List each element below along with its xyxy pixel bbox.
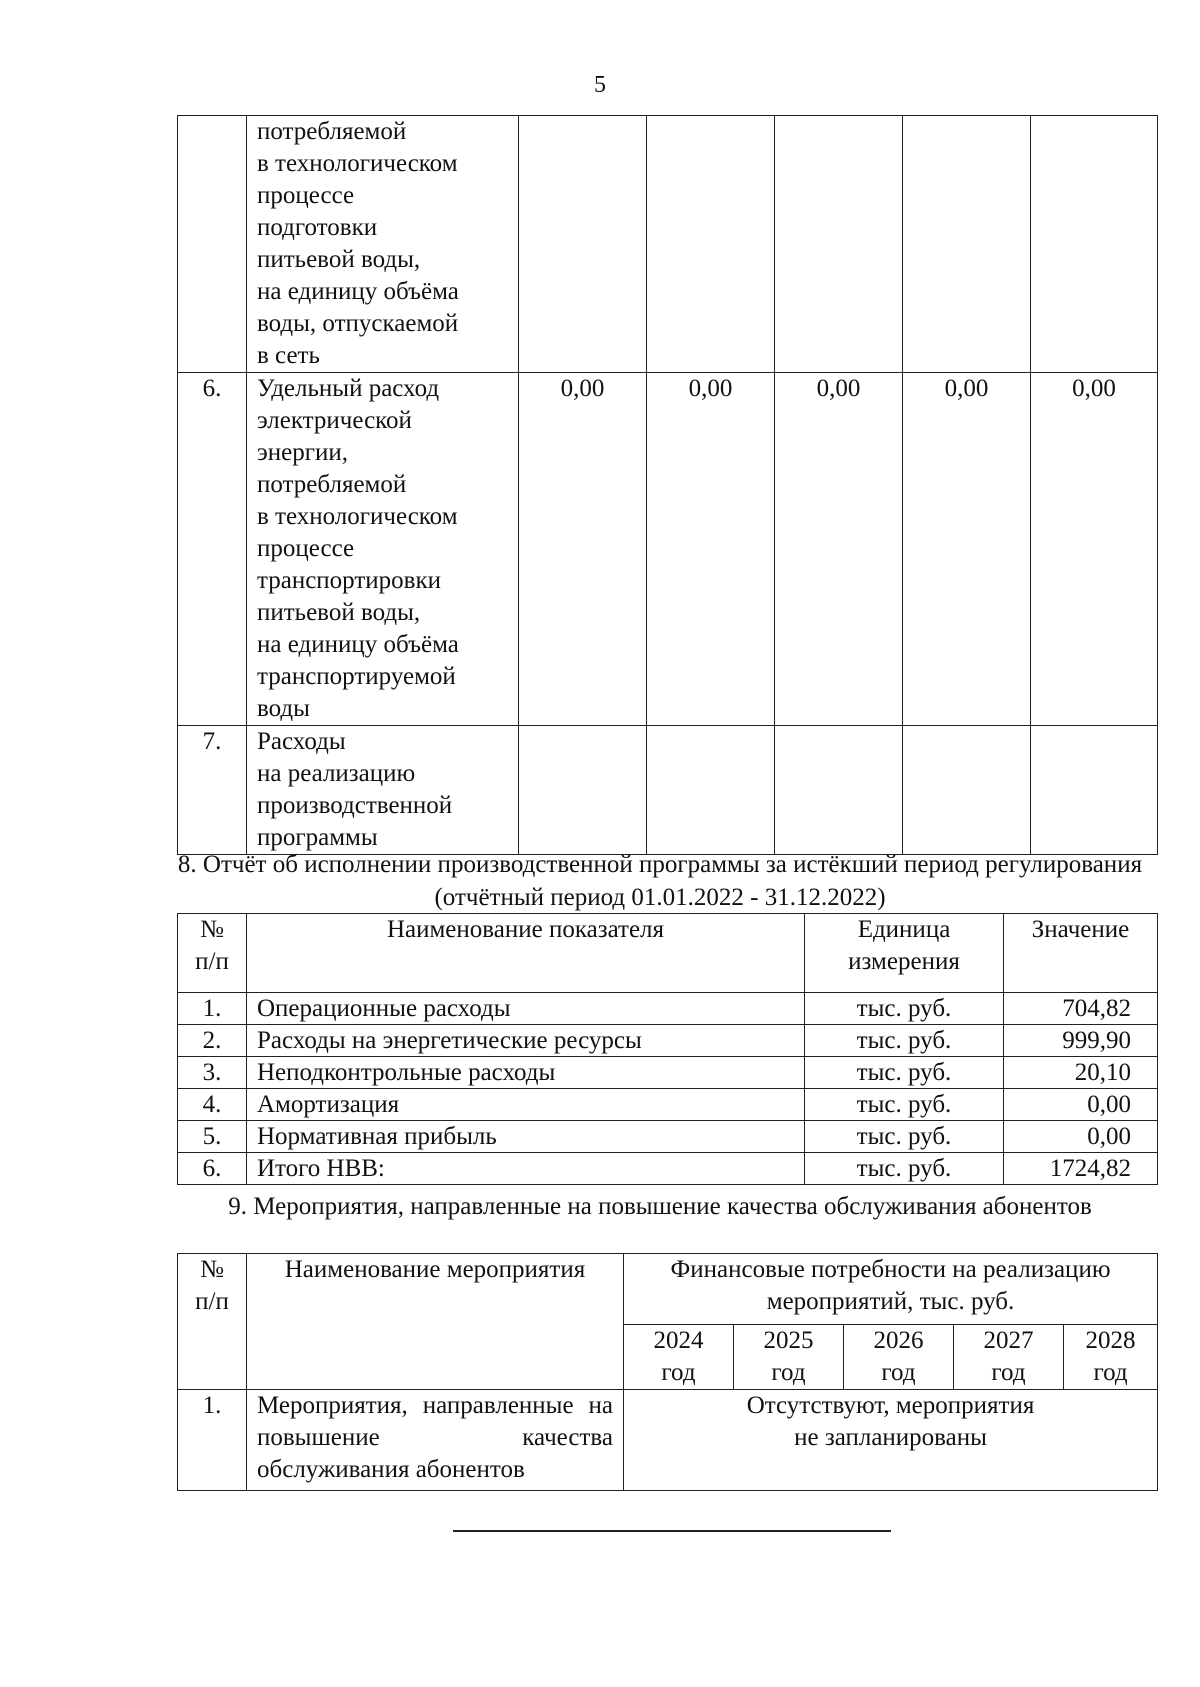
- table-row: [178, 373, 1158, 726]
- page-number: 5: [594, 72, 606, 98]
- value-cell: 0,00: [903, 373, 1031, 726]
- indicator-name: Расходы на энергетические ресурсы: [247, 1025, 805, 1057]
- table-row: [178, 726, 1158, 855]
- value-cell: [903, 116, 1031, 373]
- indicator-name: Амортизация: [247, 1089, 805, 1121]
- indicator-name: Нормативная прибыль: [247, 1121, 805, 1153]
- header-year: 2025 год: [734, 1325, 844, 1390]
- header-indicator-name: Наименование показателя: [247, 914, 805, 993]
- header-finance: Финансовые потребности на реализацию мероприятий, тыс. руб.: [624, 1254, 1158, 1325]
- table-header-row: [178, 1254, 1158, 1325]
- unit-cell: тыс. руб.: [805, 1025, 1004, 1057]
- value-cell: 0,00: [1004, 1121, 1158, 1153]
- row-number: 1.: [178, 1390, 247, 1491]
- indicators-table-continued: [177, 115, 1158, 855]
- row-number: [178, 116, 247, 373]
- value-cell: [519, 116, 647, 373]
- measure-name: Мероприятия, направленные на повышение качества обслуживания абонентов: [247, 1390, 624, 1491]
- header-year: 2028 год: [1064, 1325, 1158, 1390]
- row-number: 3.: [178, 1057, 247, 1089]
- header-measure-name: Наименование мероприятия: [247, 1254, 624, 1390]
- value-cell: [1031, 116, 1158, 373]
- indicator-name: Удельный расход электрической энергии, потребляемой в технологическом процессе транспортировки питьевой воды, на единицу объёма транспортируемой воды: [247, 373, 519, 726]
- row-number: 4.: [178, 1089, 247, 1121]
- unit-cell: тыс. руб.: [805, 1089, 1004, 1121]
- section-8-title: 8. Отчёт об исполнении производственной программы за истёкший период регулирования (отчётный период 01.01.2022 - 31.12.2022): [177, 851, 1143, 911]
- value-cell: 0,00: [1004, 1089, 1158, 1121]
- row-number: 2.: [178, 1025, 247, 1057]
- row-number: 5.: [178, 1121, 247, 1153]
- table-row: [178, 1089, 1158, 1121]
- table-row: [178, 1390, 1158, 1491]
- row-number: 7.: [178, 726, 247, 855]
- value-cell: 0,00: [647, 373, 775, 726]
- indicator-name: Операционные расходы: [247, 993, 805, 1025]
- table-row: [178, 1121, 1158, 1153]
- value-cell: 1724,82: [1004, 1153, 1158, 1185]
- indicator-name: Неподконтрольные расходы: [247, 1057, 805, 1089]
- header-number: № п/п: [178, 914, 247, 993]
- header-year: 2026 год: [844, 1325, 954, 1390]
- indicator-name: потребляемой в технологическом процессе подготовки питьевой воды, на единицу объёма воды, отпускаемой в сеть: [247, 116, 519, 373]
- row-number: 6.: [178, 373, 247, 726]
- value-cell: 704,82: [1004, 993, 1158, 1025]
- header-value: Значение: [1004, 914, 1158, 993]
- indicator-name: Итого НВВ:: [247, 1153, 805, 1185]
- header-number: № п/п: [178, 1254, 247, 1390]
- table-row: [178, 1025, 1158, 1057]
- table-row: [178, 116, 1158, 373]
- header-year: 2024 год: [624, 1325, 734, 1390]
- measure-note: Отсутствуют, мероприятия не запланированы: [624, 1390, 1158, 1491]
- row-number: 1.: [178, 993, 247, 1025]
- header-year: 2027 год: [954, 1325, 1064, 1390]
- indicator-name: Расходы на реализацию производственной программы: [247, 726, 519, 855]
- header-unit: Единица измерения: [805, 914, 1004, 993]
- value-cell: [775, 116, 903, 373]
- unit-cell: тыс. руб.: [805, 1121, 1004, 1153]
- value-cell: [647, 116, 775, 373]
- unit-cell: тыс. руб.: [805, 993, 1004, 1025]
- footer-divider: [453, 1530, 891, 1532]
- table-row: [178, 993, 1158, 1025]
- value-cell: 20,10: [1004, 1057, 1158, 1089]
- unit-cell: тыс. руб.: [805, 1153, 1004, 1185]
- table-row: [178, 1057, 1158, 1089]
- value-cell: [647, 726, 775, 855]
- value-cell: [1031, 726, 1158, 855]
- table-row: [178, 1153, 1158, 1185]
- section-9-title: 9. Мероприятия, направленные на повышение качества обслуживания абонентов: [228, 1193, 1092, 1220]
- value-cell: 0,00: [1031, 373, 1158, 726]
- value-cell: [519, 726, 647, 855]
- value-cell: [775, 726, 903, 855]
- value-cell: 999,90: [1004, 1025, 1158, 1057]
- table-header-row: [178, 914, 1158, 993]
- value-cell: 0,00: [519, 373, 647, 726]
- row-number: 6.: [178, 1153, 247, 1185]
- report-table: [177, 913, 1158, 1185]
- unit-cell: тыс. руб.: [805, 1057, 1004, 1089]
- measures-table: [177, 1253, 1158, 1491]
- value-cell: [903, 726, 1031, 855]
- value-cell: 0,00: [775, 373, 903, 726]
